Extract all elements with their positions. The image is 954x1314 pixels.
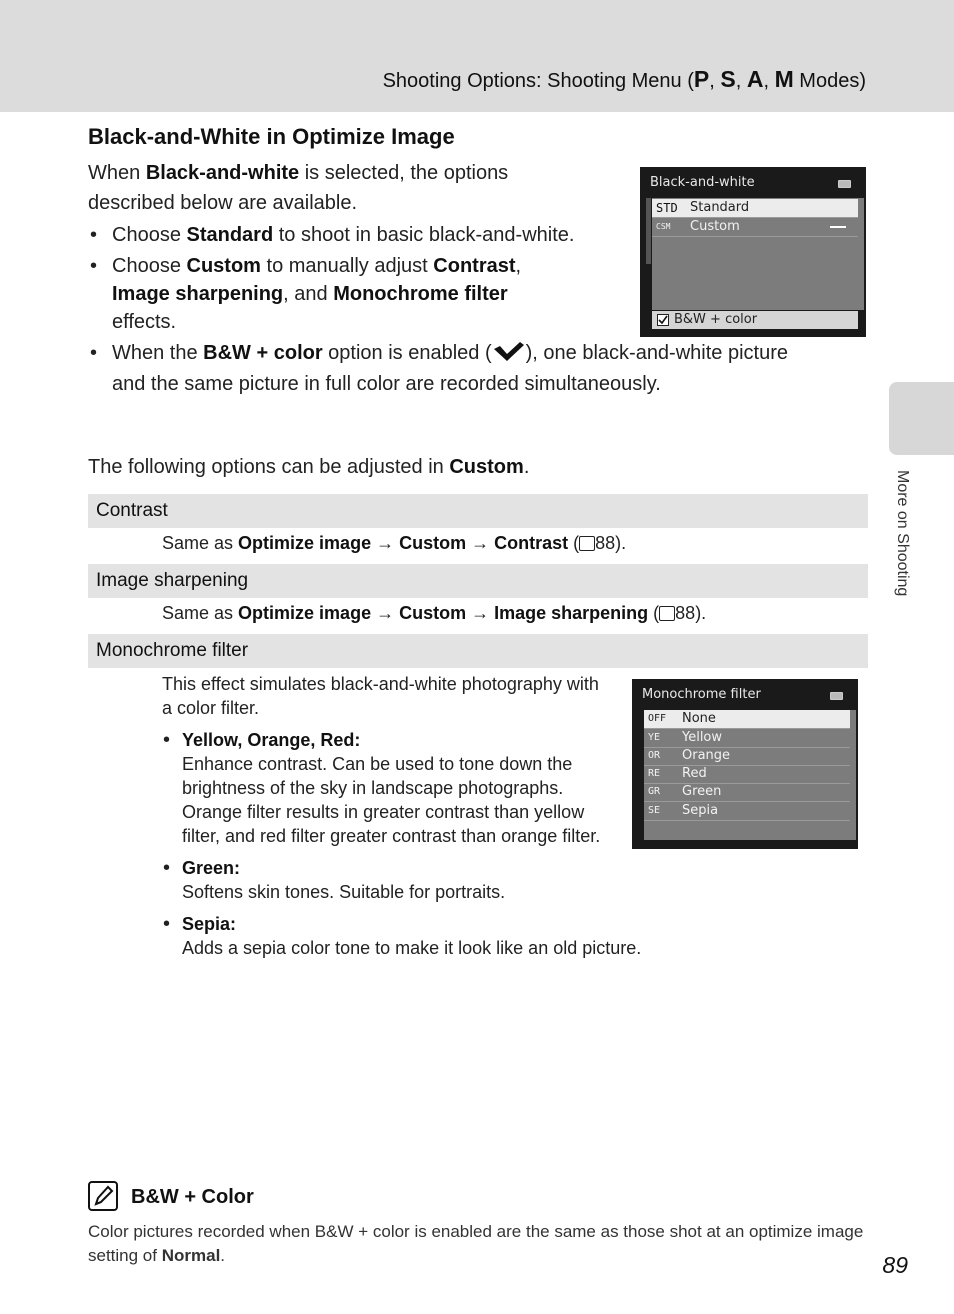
monochrome-intro: This effect simulates black-and-white photography with a color filter. — [162, 674, 599, 718]
filter-yellow-icon: YE — [648, 732, 661, 743]
note-pencil-icon — [88, 1181, 118, 1211]
mode-a-icon: A — [746, 66, 764, 92]
menu-item-bw-color[interactable]: B&W + color — [652, 311, 858, 329]
menu-item-sepia[interactable]: SE Sepia — [644, 802, 850, 821]
battery-icon — [838, 180, 851, 188]
menu-item-none[interactable]: OFF None — [644, 710, 850, 729]
header-title: Shooting Options: Shooting Menu (P, S, A, M Modes) — [382, 66, 866, 92]
bullet-bw-color: • When the B&W + color option is enabled ( ), one black-and-white picture and the same picture in full color are recorded simultaneously. — [88, 339, 788, 398]
menu-item-red[interactable]: RE Red — [644, 765, 850, 784]
camera-screen-black-and-white — [640, 167, 866, 337]
scroll-indicator — [646, 198, 651, 264]
option-bar-monochrome-filter: Monochrome filter — [88, 634, 868, 668]
filter-item-sepia: • Sepia: Adds a sepia color tone to make it look like an old picture. — [162, 912, 612, 960]
section-tab — [889, 382, 954, 455]
section-tab-label: More on Shooting — [894, 470, 911, 597]
bullet-custom: • Choose Custom to manually adjust Contrast, Image sharpening, and Monochrome filter effects. — [88, 252, 628, 336]
note-text: Color pictures recorded when B&W + color is enabled are the same as those shot at an optimize image setting of Normal. — [88, 1222, 864, 1265]
filter-red-icon: RE — [648, 768, 661, 779]
checkmark-icon — [492, 340, 526, 370]
filter-green-icon: GR — [648, 786, 661, 797]
filter-item-green: • Green: Softens skin tones. Suitable for portraits. — [162, 856, 612, 904]
monochrome-filter-list — [162, 728, 642, 960]
dash-icon — [830, 226, 846, 228]
filter-item-yellow-orange-red: • Yellow, Orange, Red: Enhance contrast. Can be used to tone down the brightness of the sky in landscape photographs. Orange filter results in greater contrast than yellow filter, and red filter greater contrast than orange filter. — [162, 728, 612, 848]
screen-title: Black-and-white — [650, 175, 755, 190]
camera-screen-monochrome-filter — [632, 679, 858, 849]
sharpening-description: Same as Optimize image → Custom → Image sharpening ( 88). — [162, 603, 707, 623]
page-number: 89 — [882, 1252, 908, 1278]
following-options-text: The following options can be adjusted in Custom. — [88, 456, 530, 478]
menu-item-yellow[interactable]: YE Yellow — [644, 729, 850, 748]
note-title: B&W + Color — [131, 1186, 254, 1208]
intro-bullets — [88, 220, 628, 336]
mode-m-icon: M — [774, 66, 794, 92]
filter-sepia-icon: SE — [648, 805, 661, 816]
menu-item-orange[interactable]: OR Orange — [644, 747, 850, 766]
battery-icon — [830, 692, 843, 700]
off-icon: OFF — [648, 713, 667, 724]
std-icon: STD — [656, 201, 678, 215]
bullet-standard: • Choose Standard to shoot in basic black-and-white. — [88, 220, 628, 250]
option-bar-contrast: Contrast — [88, 494, 868, 528]
bwcolor-bullet-list — [88, 339, 788, 398]
mode-s-icon: S — [720, 66, 736, 92]
page-ref-icon — [579, 536, 595, 551]
screen-menu-panel — [652, 198, 864, 327]
page-header — [0, 0, 954, 112]
menu-item-custom[interactable]: CSM Custom — [652, 218, 858, 237]
menu-item-green[interactable]: GR Green — [644, 783, 850, 802]
page-ref-icon — [659, 606, 675, 621]
menu-item-standard[interactable]: STD Standard — [652, 199, 858, 218]
screen-title: Monochrome filter — [642, 687, 761, 702]
checkbox-icon[interactable] — [657, 314, 669, 326]
intro-paragraph: When Black-and-white is selected, the options described below are available. — [88, 162, 509, 214]
mode-p-icon: P — [693, 66, 710, 92]
custom-icon: CSM — [656, 222, 671, 231]
screen-menu-panel — [644, 710, 856, 840]
contrast-description: Same as Optimize image → Custom → Contrast ( 88). — [162, 533, 627, 553]
filter-orange-icon: OR — [648, 750, 661, 761]
section-title: Black-and-White in Optimize Image — [88, 124, 455, 149]
option-bar-image-sharpening: Image sharpening — [88, 564, 868, 598]
